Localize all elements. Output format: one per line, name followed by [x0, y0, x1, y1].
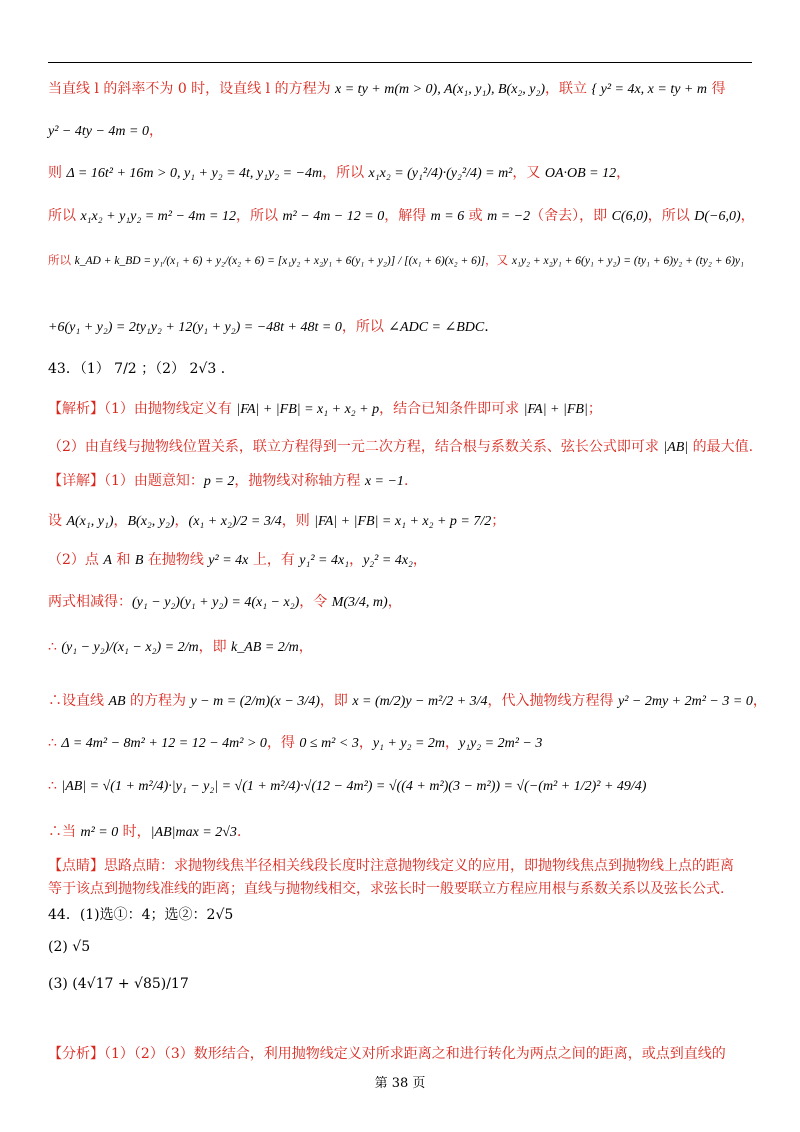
text-segment: 则: [48, 165, 67, 181]
text-segment: 的方程为: [125, 693, 191, 709]
formula: m = −2: [487, 209, 531, 224]
text-line-0: [48, 80, 725, 99]
text-line-11: [48, 551, 427, 570]
formula: m² = 0: [80, 825, 119, 840]
text-segment: 【解析】（1）由抛物线定义有: [48, 401, 237, 417]
text-line-18: [48, 857, 734, 875]
text-line-9: [48, 472, 408, 491]
text-line-20: [48, 906, 233, 924]
formula: A: [103, 553, 112, 568]
formula: y₁ + y₂ = 2m: [372, 736, 446, 751]
text-line-13: [48, 638, 313, 657]
text-segment: ，: [752, 693, 767, 709]
text-segment: 当直线 l 的斜率不为 0 时，设直线 l 的方程为: [48, 81, 336, 97]
formula: y² − 4ty − 4m = 0: [48, 124, 149, 139]
formula: Δ = 4m² − 8m² + 12 = 12 − 4m² > 0: [61, 736, 267, 751]
text-segment: ，: [349, 552, 364, 568]
formula: B: [134, 553, 144, 568]
text-segment: （舍去），即: [530, 208, 612, 224]
formula: x₁y₂ + x₂y₁ + 6(y₁ + y₂) = (ty₁ + 6)y₂ + (ty₂ + 6)y₁: [511, 255, 745, 267]
text-segment: ，: [113, 513, 128, 529]
text-line-6: [48, 360, 235, 378]
text-segment: ，抛物线对称轴方程: [234, 473, 365, 489]
text-segment: ，代入抛物线方程得: [487, 693, 618, 709]
text-segment: 的最大值.: [688, 439, 754, 455]
text-segment: ，: [412, 552, 427, 568]
text-segment: ∴设直线: [48, 693, 109, 709]
formula: x₁x₂ + y₁y₂ = m² − 4m = 12: [80, 209, 236, 224]
formula: |FA| + |FB| = x₁ + x₂ + p = 7/2: [314, 514, 492, 529]
text-segment: ，则: [281, 513, 315, 529]
text-segment: ，又: [512, 165, 545, 181]
text-line-10: [48, 512, 505, 531]
formula: A(x₁, y₁): [66, 514, 114, 529]
text-segment: ∴: [48, 778, 62, 794]
formula: 0 ≤ m² < 3: [299, 736, 359, 751]
text-segment: ，: [616, 165, 631, 181]
text-segment: ∴: [48, 639, 62, 655]
text-segment: (3) (4√17 + √85)/17: [48, 976, 189, 992]
text-segment: ，所以: [322, 165, 369, 181]
text-segment: 两式相减得：: [48, 594, 132, 610]
text-segment: ，又: [485, 253, 512, 267]
text-segment: ，: [148, 123, 163, 139]
formula: { y² = 4x, x = ty + m: [591, 82, 707, 97]
text-line-15: [48, 734, 542, 753]
text-segment: 44．(1)选①：4；选②：2√5: [48, 907, 234, 923]
text-segment: ，所以: [235, 208, 283, 224]
formula: y₁² = 4x₁: [299, 553, 350, 568]
formula: m = 6: [430, 209, 465, 224]
text-segment: ；: [491, 513, 506, 529]
formula: Δ = 16t² + 16m > 0, y₁ + y₂ = 4t, y₁y₂ = −4m: [66, 166, 323, 181]
text-line-22: [48, 975, 189, 993]
text-segment: ，即: [198, 639, 232, 655]
text-segment: ，: [387, 594, 402, 610]
text-line-17: [48, 823, 251, 842]
text-line-7: [48, 400, 602, 419]
text-segment: 得: [707, 81, 726, 97]
formula: |AB|: [663, 440, 689, 455]
text-segment: （2）由直线与抛物线位置关系，联立方程得到一元二次方程，结合根与系数关系、弦长公式即可求: [48, 439, 664, 455]
text-segment: ，得: [266, 735, 300, 751]
text-segment: ，令: [299, 594, 332, 610]
formula: |FA| + |FB| = x₁ + x₂ + p: [236, 402, 380, 417]
formula: AB: [108, 694, 126, 709]
formula: C(6,0): [611, 209, 648, 224]
text-segment: 所以: [48, 208, 81, 224]
text-line-23: [48, 1045, 726, 1063]
text-segment: ；: [587, 401, 602, 417]
text-segment: ，解得: [384, 208, 431, 224]
text-line-21: [48, 938, 90, 956]
text-line-4: [48, 253, 744, 269]
text-segment: 43．（1） 7/2 ；（2） 2√3 ．: [48, 361, 235, 377]
formula: x = (m/2)y − m²/2 + 3/4: [352, 694, 488, 709]
formula: y₂² = 4x₂: [363, 553, 413, 568]
text-line-2: [48, 164, 630, 183]
text-segment: ，所以: [341, 319, 389, 335]
text-line-19: [48, 880, 724, 898]
text-segment: 时，: [118, 824, 151, 840]
formula: ∠ADC = ∠BDC: [388, 320, 485, 335]
text-segment: ．: [236, 824, 251, 840]
formula: |AB|max = 2√3: [150, 825, 237, 840]
formula: k_AD + k_BD = y₁/(x₁ + 6) + y₂/(x₂ + 6) = [x₁y₂ + x₂y₁ + 6(y₁ + y₂)] / [(x₁ + 6)(x₂ + 6)]: [74, 255, 486, 267]
text-segment: ，结合已知条件即可求: [379, 401, 524, 417]
text-segment: （2）点: [48, 552, 104, 568]
text-segment: ∴当: [48, 824, 81, 840]
formula: k_AB = 2/m: [231, 640, 299, 655]
text-segment: .: [403, 473, 409, 489]
text-line-1: [48, 122, 163, 141]
formula: OA·OB = 12: [544, 166, 617, 181]
formula: +6(y₁ + y₂) = 2ty₁y₂ + 12(y₁ + y₂) = −48t + 48t = 0: [48, 320, 342, 335]
formula: m² − 4m − 12 = 0: [282, 209, 385, 224]
text-line-14: [48, 692, 767, 711]
text-segment: 设: [48, 513, 67, 529]
formula: y² − 2my + 2m² − 3 = 0: [617, 694, 753, 709]
formula: x = −1: [364, 474, 404, 489]
formula: (x₁ + x₂)/2 = 3/4: [188, 514, 282, 529]
text-line-12: [48, 593, 402, 612]
text-segment: ，: [445, 735, 460, 751]
text-segment: 和: [111, 552, 135, 568]
formula: y² = 4x: [208, 553, 249, 568]
text-segment: 在抛物线: [143, 552, 209, 568]
text-segment: ，: [174, 513, 189, 529]
text-segment: ，: [740, 208, 755, 224]
text-segment: 或: [464, 208, 488, 224]
text-segment: ，: [298, 639, 313, 655]
text-segment: 所以: [48, 253, 75, 267]
text-segment: 【分析】（1）（2）（3）数形结合，利用抛物线定义对所求距离之和进行转化为两点之间的距离，或点到直线的: [48, 1046, 726, 1062]
page-number: 第 38 页: [374, 1076, 426, 1091]
formula: M(3/4, m): [331, 595, 388, 610]
formula: x₁x₂ = (y₁²/4)·(y₂²/4) = m²: [368, 166, 513, 181]
formula: B(x₂, y₂): [127, 514, 175, 529]
text-line-16: [48, 777, 646, 796]
text-segment: .: [484, 319, 489, 335]
formula: y₁y₂ = 2m² − 3: [459, 736, 543, 751]
formula: y − m = (2/m)(x − 3/4): [190, 694, 320, 709]
text-segment: 【点睛】思路点睛：求抛物线焦半径相关线段长度时注意抛物线定义的应用，即抛物线焦点到抛物线上点的距离: [48, 858, 734, 874]
text-segment: (2) √5: [48, 939, 91, 955]
text-line-8: [48, 438, 753, 457]
text-segment: 上，有: [248, 552, 300, 568]
text-segment: ，所以: [647, 208, 695, 224]
text-segment: 【详解】（1）由题意知：: [48, 473, 204, 489]
formula: (y₁ − y₂)(y₁ + y₂) = 4(x₁ − x₂): [132, 595, 300, 610]
header-rule: [48, 62, 752, 63]
formula: (y₁ − y₂)/(x₁ − x₂) = 2/m: [61, 640, 199, 655]
formula: x = ty + m(m > 0), A(x₁, y₁), B(x₂, y₂): [335, 82, 546, 97]
formula: |FA| + |FB|: [523, 402, 588, 417]
text-line-3: [48, 207, 755, 226]
formula: |AB| = √(1 + m²/4)·|y₁ − y₂| = √(1 + m²/4)·√(12 − 4m²) = √((4 + m²)(3 − m²)) = √(−(m² + 1/2)² + 49/4): [61, 779, 647, 794]
text-line-5: [48, 318, 489, 337]
text-segment: ∴: [48, 735, 62, 751]
formula: D(−6,0): [694, 209, 741, 224]
formula: p = 2: [203, 474, 235, 489]
text-segment: ，: [358, 735, 373, 751]
text-segment: ，即: [319, 693, 353, 709]
text-segment: ，联立: [545, 81, 592, 97]
text-segment: 等于该点到抛物线准线的距离；直线与抛物线相交，求弦长时一般要联立方程应用根与系数关系以及弦长公式.: [48, 881, 725, 897]
